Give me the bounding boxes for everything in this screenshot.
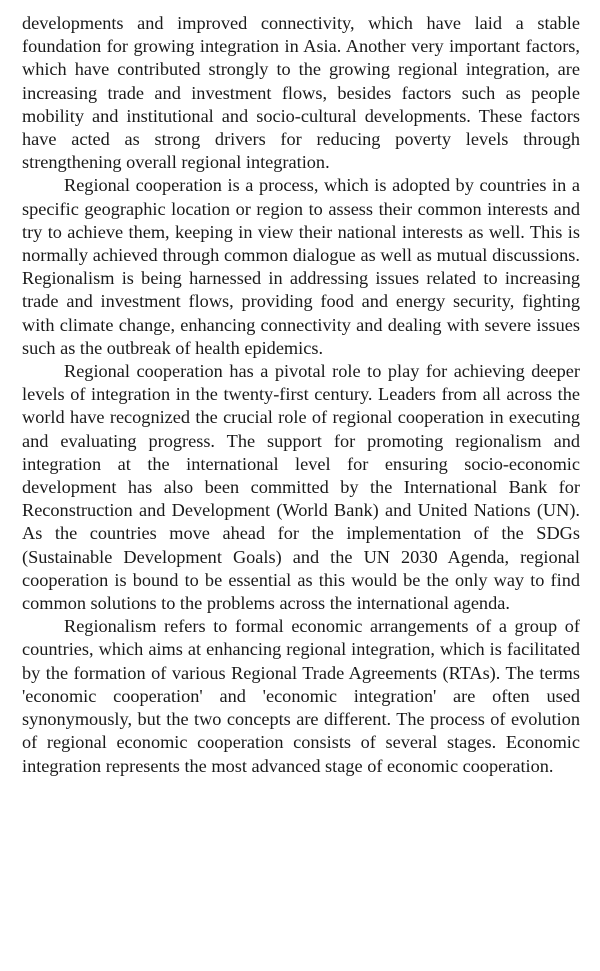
paragraph-3: Regional cooperation has a pivotal role to play for achieving deeper levels of integration in the twenty-first century. Leaders from all across the world have recognized the crucial role of regional cooperation in executing and evaluating progress. The support for promoting regionalism and integration at the international level for ensuring socio-economic development has also been committed by the International Bank for Reconstruction and Development (World Bank) and United Nations (UN). As the countries move ahead for the implementation of the SDGs (Sustainable Development Goals) and the UN 2030 Agenda, regional cooperation is bound to be essential as this would be the only way to find common solutions to the problems across the international agenda. — [22, 361, 580, 614]
paragraph-4: Regionalism refers to formal economic arrangements of a group of countries, which aims at enhancing regional integration, which is facilitated by the formation of various Regional Trade Agreements (RTAs). The terms 'economic cooperation' and 'economic integration' are often used synonymously, but the two concepts are different. The process of evolution of regional economic cooperation consists of several stages. Economic integration represents the most advanced stage of economic cooperation. — [22, 616, 580, 776]
paragraph-1: developments and improved connectivity, which have laid a stable foundation for growing integration in Asia. Another very important factors, which have contributed strongly to the growing regional integration, are increasing trade and investment flows, besides factors such as people mobility and institutional and socio-cultural developments. These factors have acted as strong drivers for reducing poverty levels through strengthening overall regional integration. — [22, 13, 580, 173]
paragraph-2: Regional cooperation is a process, which is adopted by countries in a specific geographic location or region to assess their common interests and try to achieve them, keeping in view their national interests as well. This is normally achieved through common dialogue as well as mutual discussions. Regionalism is being harnessed in addressing issues related to increasing trade and investment flows, providing food and energy security, fighting with climate change, enhancing connectivity and dealing with severe issues such as the outbreak of health epidemics. — [22, 175, 580, 358]
